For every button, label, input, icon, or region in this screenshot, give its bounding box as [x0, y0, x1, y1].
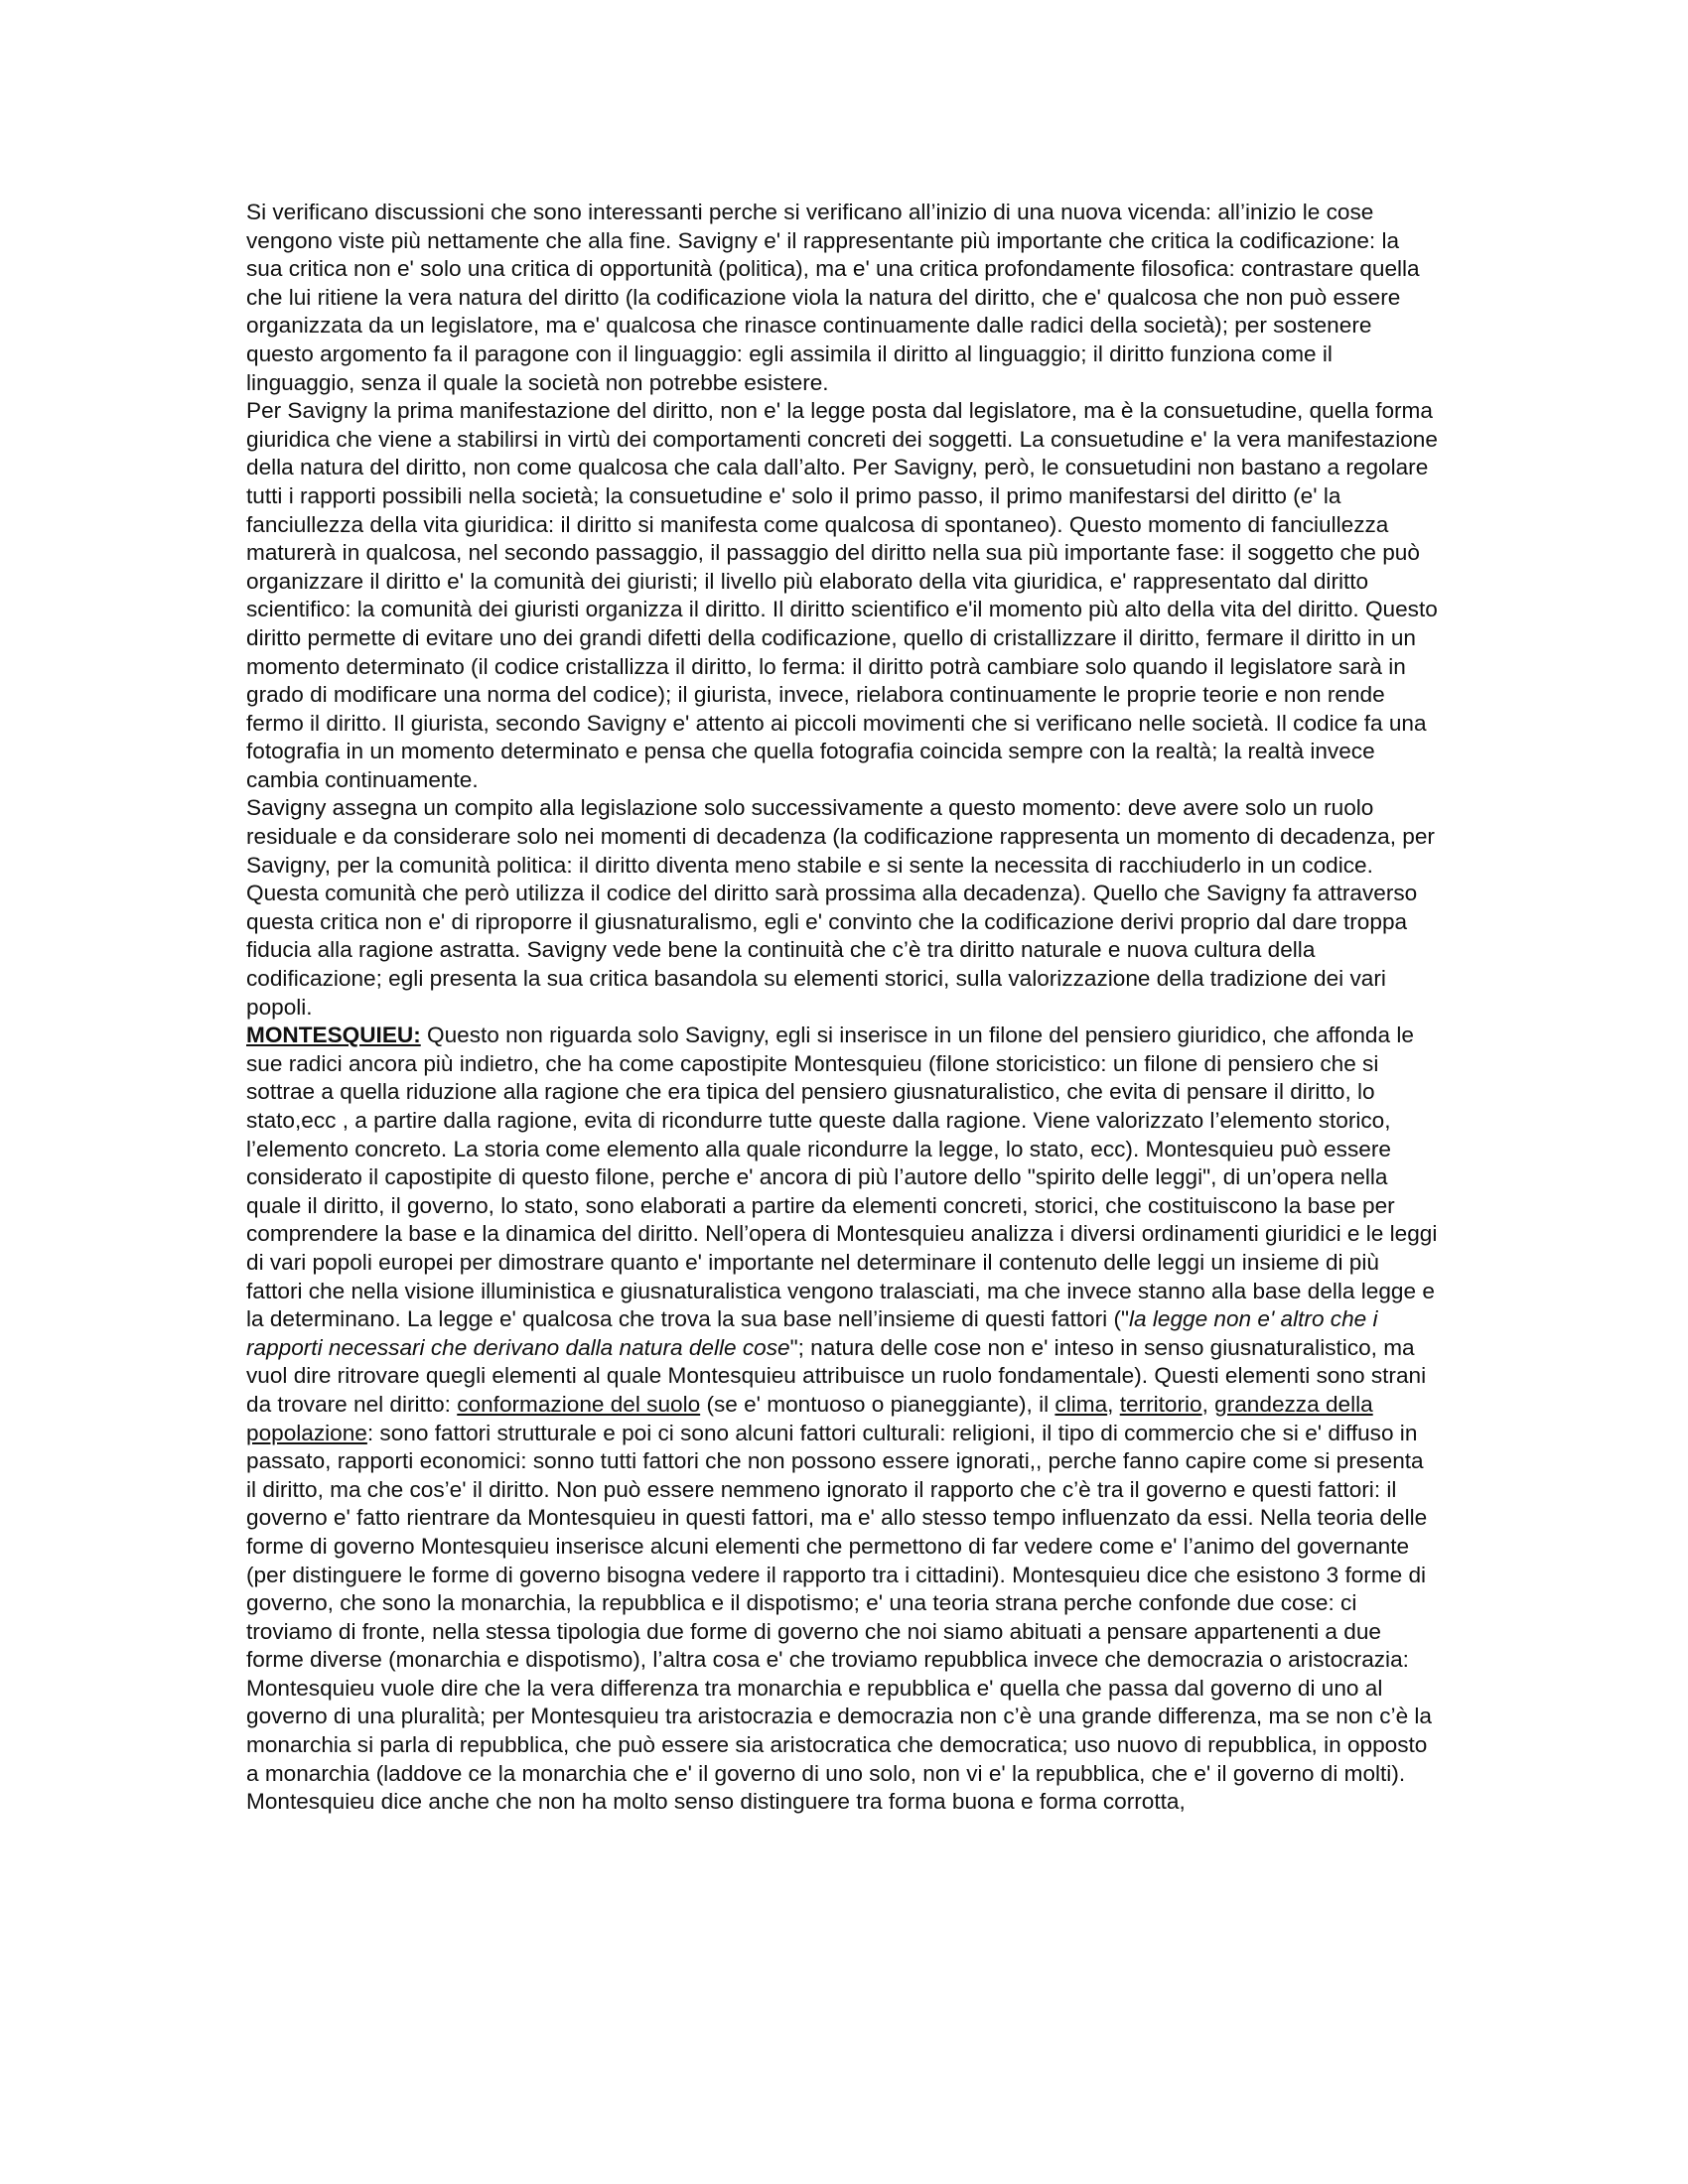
underlined-term-territorio: territorio — [1119, 1391, 1202, 1417]
text-segment: , — [1107, 1391, 1120, 1417]
text-segment: "; natura delle cose non e' inteso in senso giusnaturalistico, ma vuol dire ritrovare quegli elementi al quale Montesquieu attribuisce un ruolo fondamentale). Questi elementi sono strani da trovare nel diritto: — [246, 1334, 1427, 1417]
underlined-term-suolo: conformazione del suolo — [457, 1391, 701, 1417]
italic-quote: la legge non e' altro che i rapporti necessari che derivano dalla natura delle cose — [246, 1306, 1378, 1360]
paragraph-montesquieu — [246, 1022, 1438, 1817]
paragraph-legislazione: Savigny assegna un compito alla legislazione solo successivamente a questo momento: deve avere solo un ruolo residuale e da considerare solo nei momenti di decadenza (la codificazione rappresenta un momento di decadenza, per Savigny, per la comunità politica: il diritto diventa meno stabile e si sente la necessita di racchiuderlo in un codice. Questa comunità che però utilizza il codice del diritto sarà prossima alla decadenza). Quello che Savigny fa attraverso questa critica non e' di riproporre il giusnaturalismo, egli e' convinto che la codificazione derivi proprio dal dare troppa fiducia alla ragione astratta. Savigny vede bene la continuità che c’è tra diritto naturale e nuova cultura della codificazione; egli presenta la sua critica basandola su elementi storici, sulla valorizzazione della tradizione dei vari popoli. — [246, 795, 1435, 1020]
paragraph-consuetudine: Per Savigny la prima manifestazione del diritto, non e' la legge posta dal legislatore, ma è la consuetudine, quella forma giuridica che viene a stabilirsi in virtù dei comportamenti concreti dei soggetti. La consuetudine e' la vera manifestazione della natura del diritto, non come qualcosa che cala dall’alto. Per Savigny, però, le consuetudini non bastano a regolare tutti i rapporti possibili nella società; la consuetudine e' solo il primo passo, il primo manifestarsi del diritto (e' la fanciullezza della vita giuridica: il diritto si manifesta come qualcosa di spontaneo). Questo momento di fanciullezza maturerà in qualcosa, nel secondo passaggio, il passaggio del diritto nella sua più importante fase: il soggetto che può organizzare il diritto e' la comunità dei giuristi; il livello più elaborato della vita giuridica, e' rappresentato dal diritto scientifico: la comunità dei giuristi organizza il diritto. Il diritto scientifico e'il momento più alto della vita del diritto. Questo diritto permette di evitare uno dei grandi difetti della codificazione, quello di cristallizzare il diritto, fermare il diritto in un momento determinato (il codice cristallizza il diritto, lo ferma: il diritto potrà cambiare solo quando il legislatore sarà in grado di modificare una norma del codice); il giurista, invece, rielabora continuamente le proprie teorie e non rende fermo il diritto. Il giurista, secondo Savigny e' attento ai piccoli movimenti che si verificano nelle società. Il codice fa una fotografia in un momento determinato e pensa che quella fotografia coincida sempre con la realtà; la realtà invece cambia continuamente. — [246, 398, 1438, 792]
text-segment: (se e' montuoso o pianeggiante), il — [700, 1391, 1055, 1417]
underlined-term-clima: clima — [1055, 1391, 1108, 1417]
document-page — [246, 199, 1438, 1817]
paragraph-savigny-critica: Si verificano discussioni che sono interessanti perche si verificano all’inizio di una nuova vicenda: all’inizio le cose vengono viste più nettamente che alla fine. Savigny e' il rappresentante più importante che critica la codificazione: la sua critica non e' solo una critica di opportunità (politica), ma e' una critica profondamente filosofica: contrastare quella che lui ritiene la vera natura del diritto (la codificazione viola la natura del diritto, che e' qualcosa che non può essere organizzata da un legislatore, ma e' qualcosa che rinasce continuamente dalle radici della società); per sostenere questo argomento fa il paragone con il linguaggio: egli assimila il diritto al linguaggio; il diritto funziona come il linguaggio, senza il quale la società non potrebbe esistere. — [246, 200, 1420, 395]
text-segment: : sono fattori strutturale e poi ci sono alcuni fattori culturali: religioni, il tipo di commercio che si e' diffuso in passato, rapporti economici: sonno tutti fattori che non possono essere ignorati,, perche fanno capire come si presenta il diritto, ma che cos’e' il diritto. Non può essere nemmeno ignorato il rapporto che c’è tra il governo e questi fattori: il governo e' fatto rientrare da Montesquieu in questi fattori, ma e' allo stesso tempo influenzato da essi. Nella teoria delle forme di governo Montesquieu inserisce alcuni elementi che permettono di far vedere come e' l’animo del governante (per distinguere le forme di governo bisogna vedere il rapporto tra i cittadini). Montesquieu dice che esistono 3 forme di governo, che sono la monarchia, la repubblica e il dispotismo; e' una teoria strana perche confonde due cose: ci troviamo di fronte, nella stessa tipologia due forme di governo che noi siamo abituati a pensare appartenenti a due forme diverse (monarchia e dispotismo), l’altra cosa e' che troviamo repubblica invece che democrazia o aristocrazia: Montesquieu vuole dire che la vera differenza tra monarchia e repubblica e' quella che passa dal governo di uno al governo di una pluralità; per Montesquieu tra aristocrazia e democrazia non c’è una grande differenza, ma se non c’è la monarchia si parla di repubblica, che può essere sia aristocratica che democratica; uso nuovo di repubblica, in opposto a monarchia (laddove ce la monarchia che e' il governo di uno solo, non vi e' la repubblica, che e' il governo di molti). Montesquieu dice anche che non ha molto senso distinguere tra forma buona e forma corrotta, — [246, 1420, 1432, 1815]
text-segment: Questo non riguarda solo Savigny, egli si inserisce in un filone del pensiero giuridico, che affonda le sue radici ancora più indietro, che ha come capostipite Montesquieu (filone storicistico: un filone di pensiero che si sottrae a quella riduzione alla ragione che era tipica del pensiero giusnaturalistico, che evita di pensare il diritto, lo stato,ecc , a partire dalla ragione, evita di ricondurre tutte queste dalla ragione. Viene valorizzato l’elemento storico, l’elemento concreto. La storia come elemento alla quale ricondurre la legge, lo stato, ecc). Montesquieu può essere considerato il capostipite di questo filone, perche e' ancora di più l’autore dello "spirito delle leggi", di un’opera nella quale il diritto, il governo, lo stato, sono elaborati a partire da elementi concreti, storici, che costituiscono la base per comprendere la base e la dinamica del diritto. Nell’opera di Montesquieu analizza i diversi ordinamenti giuridici e le leggi di vari popoli europei per dimostrare quanto e' importante nel determinare il contenuto delle leggi un insieme di più fattori che nella visione illuministica e giusnaturalistica vengono tralasciati, ma che invece stanno alla base della legge e la determinano. La legge e' qualcosa che trova la sua base nell’insieme di questi fattori (" — [246, 1023, 1438, 1332]
montesquieu-heading: MONTESQUIEU: — [246, 1023, 421, 1048]
underlined-term-popolazione: grandezza della popolazione — [246, 1391, 1373, 1445]
text-segment: , — [1201, 1391, 1215, 1417]
